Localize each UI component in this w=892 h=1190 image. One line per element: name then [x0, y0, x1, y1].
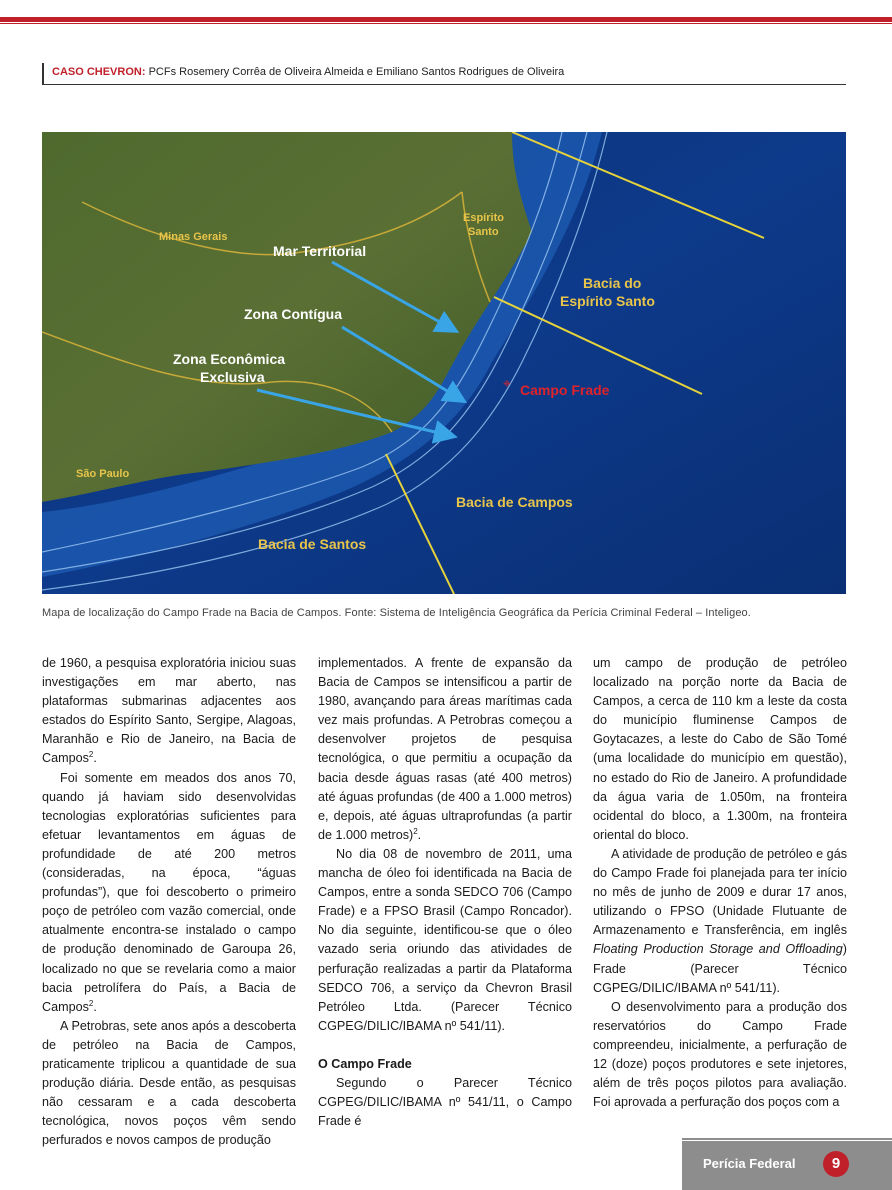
- column-2: [318, 654, 572, 1131]
- header-authors: PCFs Rosemery Corrêa de Oliveira Almeida e Emiliano Santos Rodrigues de Oliveira: [145, 66, 565, 78]
- col2-paragraph-1: implementados. A frente de expansão da Bacia de Campos se intensificou a partir de 1980, avançando para áreas marítimas cada vez mais profundas. A Petrobras começou a desenvolver projetos de pesquisa tecnológica, o que permitiu a ocupação da bacia desde águas rasas (até 400 metros) até águas profundas (de 400 a 1.000 metros) e, depois, até águas ultraprofundas (a partir de 1.000 metros)$^2$.: [318, 656, 572, 842]
- header-kicker: CASO CHEVRON:: [52, 66, 146, 78]
- footer-rule: [682, 1138, 892, 1140]
- running-header: [42, 63, 846, 85]
- label-bacia-es-1: Bacia do: [583, 275, 642, 291]
- label-sao-paulo: São Paulo: [76, 468, 130, 480]
- col1-paragraph-3: A Petrobras, sete anos após a descoberta de petróleo na Bacia de Campos, praticamente triplicou a quantidade de sua produção diária. Desde então, as pesquisas não cessaram e a cada descoberta tecnológica, novos poços vêm sendo perfurados e novos campos de produção: [42, 1018, 296, 1148]
- label-espirito-santo-2: Santo: [468, 226, 499, 238]
- label-zee-2: Exclusiva: [200, 369, 265, 385]
- footer-publication-title: Perícia Federal: [703, 1156, 796, 1171]
- top-red-rule: [0, 17, 892, 22]
- label-espirito-santo-1: Espírito: [463, 212, 504, 224]
- figure-caption: Mapa de localização do Campo Frade na Bacia de Campos. Fonte: Sistema de Inteligência Geográfica da Perícia Criminal Federal – Inteligeo.: [42, 607, 751, 619]
- top-red-rule-thin: [0, 23, 892, 24]
- label-minas-gerais: Minas Gerais: [159, 231, 228, 243]
- col3-paragraph-2: A atividade de produção de petróleo e gás do Campo Frade foi planejada para ter início no mês de junho de 2009 e durar 17 anos, utilizando o FPSO (Unidade Flutuante de Armazenamento e Transferência, em inglês Floating Production Storage and Offloading) Frade (Parecer Técnico CGPEG/DILIC/IBAMA nº 541/11).: [593, 846, 847, 995]
- col2-paragraph-3: Segundo o Parecer Técnico CGPEG/DILIC/IBAMA nº 541/11, o Campo Frade é: [318, 1075, 572, 1129]
- col1-paragraph-2: Foi somente em meados dos anos 70, quando já haviam sido desenvolvidas tecnologias exploratórias suficientes para efetuar levantamentos em águas de profundidade de até 200 metros (consideradas, na época, “águas profundas”), que foi descoberto o primeiro poço de petróleo com vazão comercial, onde atualmente encontra-se instalado o campo de produção denominado de Garoupa 26, localizado no que se revelaria como a maior bacia petrolífera do País, a Bacia de Campos$^2$.: [42, 770, 296, 1014]
- label-zee-1: Zona Econômica: [173, 351, 286, 367]
- campo-frade-marker-icon: ⌖: [503, 375, 511, 391]
- col1-paragraph-1: de 1960, a pesquisa exploratória iniciou suas investigações em mar aberto, nas plataformas submarinas adjacentes aos estados do Espírito Santo, Sergipe, Alagoas, Maranhão e Rio de Janeiro, na Bacia de Campos$^2$.: [42, 656, 296, 766]
- label-bacia-campos: Bacia de Campos: [456, 494, 573, 510]
- label-campo-frade: Campo Frade: [520, 382, 610, 398]
- page-number-badge: 9: [823, 1151, 849, 1177]
- section-heading-campo-frade: O Campo Frade: [318, 1056, 412, 1071]
- col3-paragraph-1: um campo de produção de petróleo localizado na porção norte da Bacia de Campos, a cerca de 110 km a leste da costa do município fluminense Campos de Goytacazes, a leste do Cabo de São Tomé (uma localidade do município em questão), no estado do Rio de Janeiro. A profundidade da água varia de 1.050m, na fronteira ocidental do bloco, a 1.300m, na fronteira oriental do bloco.: [593, 656, 847, 842]
- label-bacia-es-2: Espírito Santo: [560, 293, 655, 309]
- col2-paragraph-2: No dia 08 de novembro de 2011, uma mancha de óleo foi identificada na Bacia de Campos, entre a sonda SEDCO 706 (Campo Frade) e a FPSO Brasil (Campo Roncador). No dia seguinte, identificou-se que o óleo vazado seria oriundo das atividades de perfuração realizadas a partir da Plataforma SEDCO 706, a serviço da Chevron Brasil Petróleo Ltda. (Parecer Técnico CGPEG/DILIC/IBAMA nº 541/11).: [318, 846, 572, 1033]
- col3-paragraph-3: O desenvolvimento para a produção dos reservatórios do Campo Frade compreendeu, inicialmente, a perfuração de 12 (doze) poços produtores e sete injetores, além de três poços pilotos para avaliação. Foi aprovada a perfuração dos poços com a: [593, 999, 847, 1110]
- column-1: [42, 654, 296, 1150]
- location-map: [42, 132, 846, 594]
- label-zona-contigua: Zona Contígua: [244, 306, 342, 322]
- label-bacia-santos: Bacia de Santos: [258, 536, 367, 552]
- label-mar-territorial: Mar Territorial: [273, 243, 367, 259]
- column-3: [593, 654, 847, 1112]
